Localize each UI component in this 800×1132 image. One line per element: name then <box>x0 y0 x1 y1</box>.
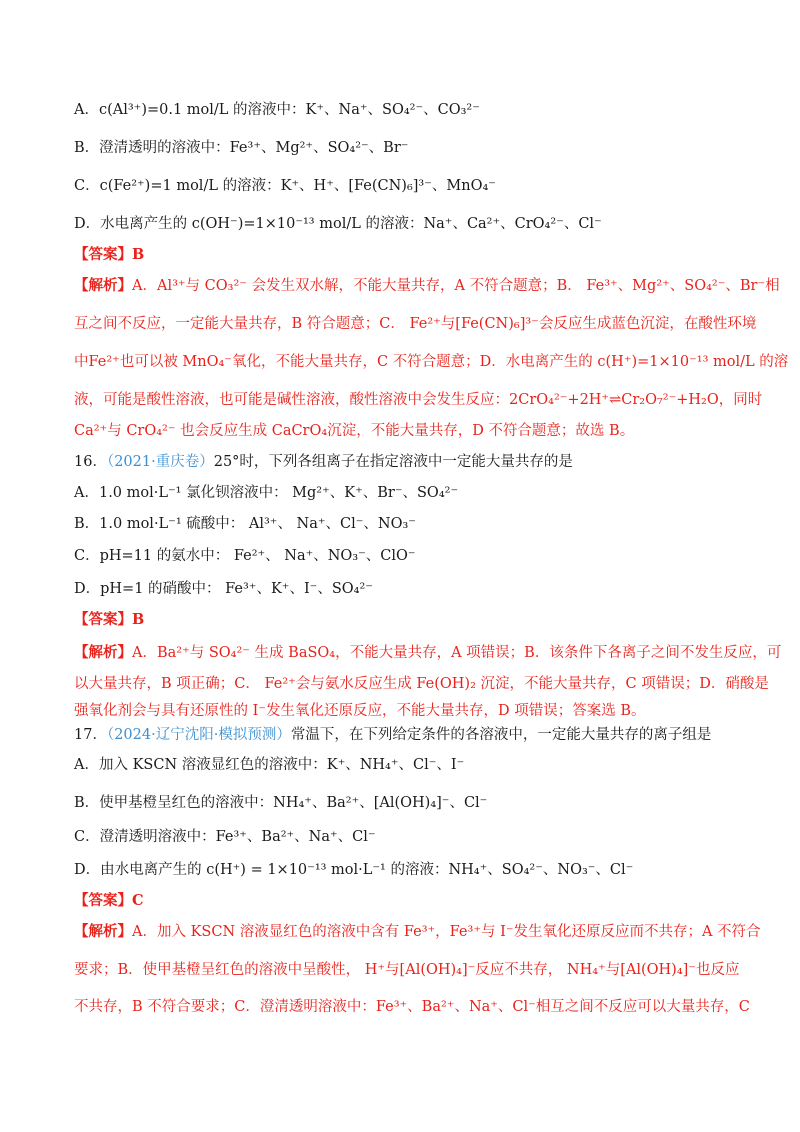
q17-option-c: C．澄清透明溶液中：Fe³⁺、Ba²⁺、Na⁺、Cl⁻ <box>74 829 376 845</box>
question-text: 常温下，在下列给定条件的各溶液中，一定能大量共存的离子组是 <box>290 727 712 743</box>
q15-analysis-line-3: 中Fe²⁺也可以被 MnO₄⁻氧化，不能大量共存，C 不符合题意；D．水电离产生的 c(H⁺)=1×10⁻¹³ mol/L 的溶 <box>74 354 789 370</box>
analysis-label: 【解析】 <box>74 923 132 940</box>
analysis-label: 【解析】 <box>74 277 132 294</box>
q17-analysis-line-3: 不共存，B 不符合要求；C．澄清透明溶液中：Fe³⁺、Ba²⁺、Na⁺、Cl⁻相互之间不反应可以大量共存，C <box>74 999 750 1015</box>
q16-analysis-line-2: 以大量共存，B 项正确；C． Fe²⁺会与氨水反应生成 Fe(OH)₂ 沉淀，不能大量共存，C 项错误；D．硝酸是 <box>74 676 769 692</box>
answer-label: 【答案】 <box>74 892 132 909</box>
q15-analysis-line-5: Ca²⁺与 CrO₄²⁻ 也会反应生成 CaCrO₄沉淀，不能大量共存，D 不符合题意；故选 B。 <box>74 423 635 439</box>
analysis-text: A．加入 KSCN 溶液显红色的溶液中含有 Fe³⁺，Fe³⁺与 I⁻发生氧化还原反应而不共存；A 不符合 <box>132 924 761 940</box>
q16-analysis-line-3: 强氧化剂会与具有还原性的 I⁻发生氧化还原反应，不能大量共存，D 项错误；答案选 B。 <box>74 703 646 719</box>
q15-answer <box>74 244 730 266</box>
question-source: （2024·辽宁沈阳·模拟预测） <box>106 727 291 743</box>
q15-option-a: A．c(Al³⁺)=0.1 mol/L 的溶液中：K⁺、Na⁺、SO₄²⁻、CO₃²⁻ <box>74 102 480 118</box>
q17-option-b: B．使甲基橙呈红色的溶液中：NH₄⁺、Ba²⁺、[Al(OH)₄]⁻、Cl⁻ <box>74 795 488 811</box>
q15-option-d: D．水电离产生的 c(OH⁻)=1×10⁻¹³ mol/L 的溶液：Na⁺、Ca²⁺、CrO₄²⁻、Cl⁻ <box>74 216 602 232</box>
q16-option-d: D．pH=1 的硝酸中： Fe³⁺、K⁺、I⁻、SO₄²⁻ <box>74 581 373 597</box>
q16-stem <box>74 451 730 473</box>
q17-answer <box>74 890 730 912</box>
question-source: （2021·重庆卷） <box>106 454 214 470</box>
q17-analysis-line-1 <box>74 921 761 943</box>
q15-option-b: B．澄清透明的溶液中：Fe³⁺、Mg²⁺、SO₄²⁻、Br⁻ <box>74 140 409 156</box>
analysis-text: A．Ba²⁺与 SO₄²⁻ 生成 BaSO₄，不能大量共存，A 项错误；B．该条件下各离子之间不发生反应，可 <box>132 645 782 661</box>
question-number: 17． <box>74 727 107 743</box>
analysis-label: 【解析】 <box>74 644 132 661</box>
analysis-text: A．Al³⁺与 CO₃²⁻ 会发生双水解，不能大量共存，A 不符合题意；B． Fe³⁺、Mg²⁺、SO₄²⁻、Br⁻相 <box>132 278 780 294</box>
answer-value: C <box>132 892 144 909</box>
question-number: 16． <box>74 454 107 470</box>
q17-stem <box>74 724 730 746</box>
answer-label: 【答案】 <box>74 246 132 263</box>
q16-option-a: A．1.0 mol·L⁻¹ 氯化钡溶液中： Mg²⁺、K⁺、Br⁻、SO₄²⁻ <box>74 485 459 501</box>
answer-value: B <box>132 246 145 263</box>
q15-analysis-line-1 <box>74 275 780 297</box>
q17-analysis-line-2: 要求；B．使甲基橙呈红色的溶液中呈酸性， H⁺与[Al(OH)₄]⁻反应不共存， NH₄⁺与[Al(OH)₄]⁻也反应 <box>74 962 740 978</box>
q16-option-b: B．1.0 mol·L⁻¹ 硫酸中： Al³⁺、 Na⁺、Cl⁻、NO₃⁻ <box>74 516 416 532</box>
q16-analysis-line-1 <box>74 642 782 664</box>
q16-answer <box>74 609 730 631</box>
answer-value: B <box>132 611 145 628</box>
question-text: 25°时，下列各组离子在指定溶液中一定能大量共存的是 <box>213 454 573 470</box>
q16-option-c: C．pH=11 的氨水中： Fe²⁺、 Na⁺、NO₃⁻、ClO⁻ <box>74 548 416 564</box>
q17-option-d: D．由水电离产生的 c(H⁺) = 1×10⁻¹³ mol·L⁻¹ 的溶液：NH₄⁺、SO₄²⁻、NO₃⁻、Cl⁻ <box>74 862 634 878</box>
answer-label: 【答案】 <box>74 611 132 628</box>
q15-analysis-line-4: 液，可能是酸性溶液，也可能是碱性溶液，酸性溶液中会发生反应：2CrO₄²⁻+2H⁺⇌Cr₂O₇²⁻+H₂O，同时 <box>74 392 763 408</box>
q15-option-c: C．c(Fe²⁺)=1 mol/L 的溶液：K⁺、H⁺、[Fe(CN)₆]³⁻、MnO₄⁻ <box>74 178 496 194</box>
q17-option-a: A．加入 KSCN 溶液显红色的溶液中：K⁺、NH₄⁺、Cl⁻、I⁻ <box>74 757 465 773</box>
q15-analysis-line-2: 互之间不反应，一定能大量共存，B 符合题意；C． Fe²⁺与[Fe(CN)₆]³⁻会反应生成蓝色沉淀，在酸性环境 <box>74 316 757 332</box>
